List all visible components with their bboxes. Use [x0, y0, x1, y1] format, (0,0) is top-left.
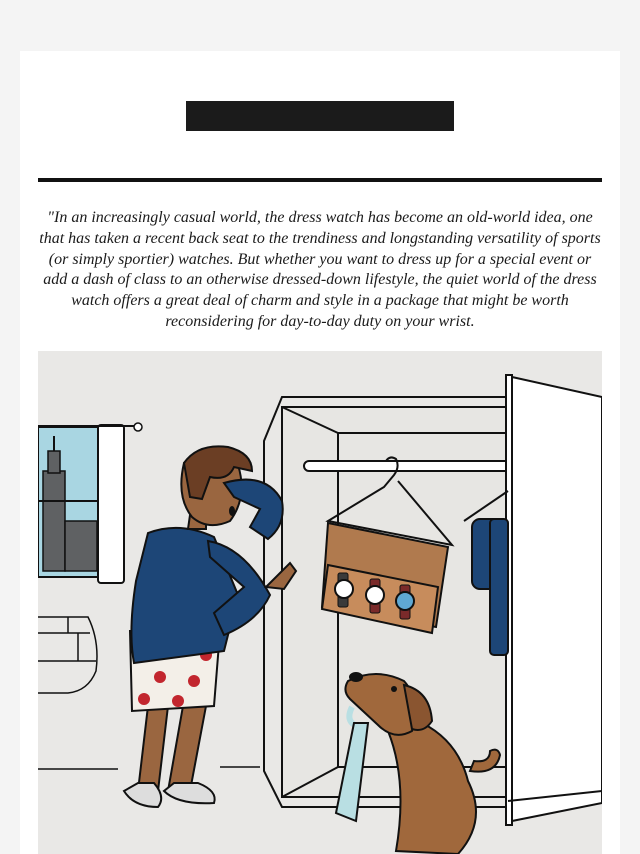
window-skyline [38, 423, 142, 583]
header-divider [38, 178, 602, 182]
man-with-watch-case-illustration [38, 351, 602, 854]
masthead-logo[interactable] [186, 101, 454, 131]
hero-illustration[interactable] [38, 351, 602, 854]
brick-wall [38, 617, 97, 693]
article-quote: "In an increasingly casual world, the dress watch has become an old-world idea, one that has taken a recent back seat to the trendiness and longstanding versatility of sports (or simply sportier) watches. But whether you want to dress up for a special event or add a dash of class to an otherwise dressed-down lifestyle, the quiet world of the dress watch offers a great deal of charm and style in a package that might be worth reconsidering for day-to-day duty on your wrist. [39, 209, 601, 330]
newsletter-card [20, 51, 620, 854]
